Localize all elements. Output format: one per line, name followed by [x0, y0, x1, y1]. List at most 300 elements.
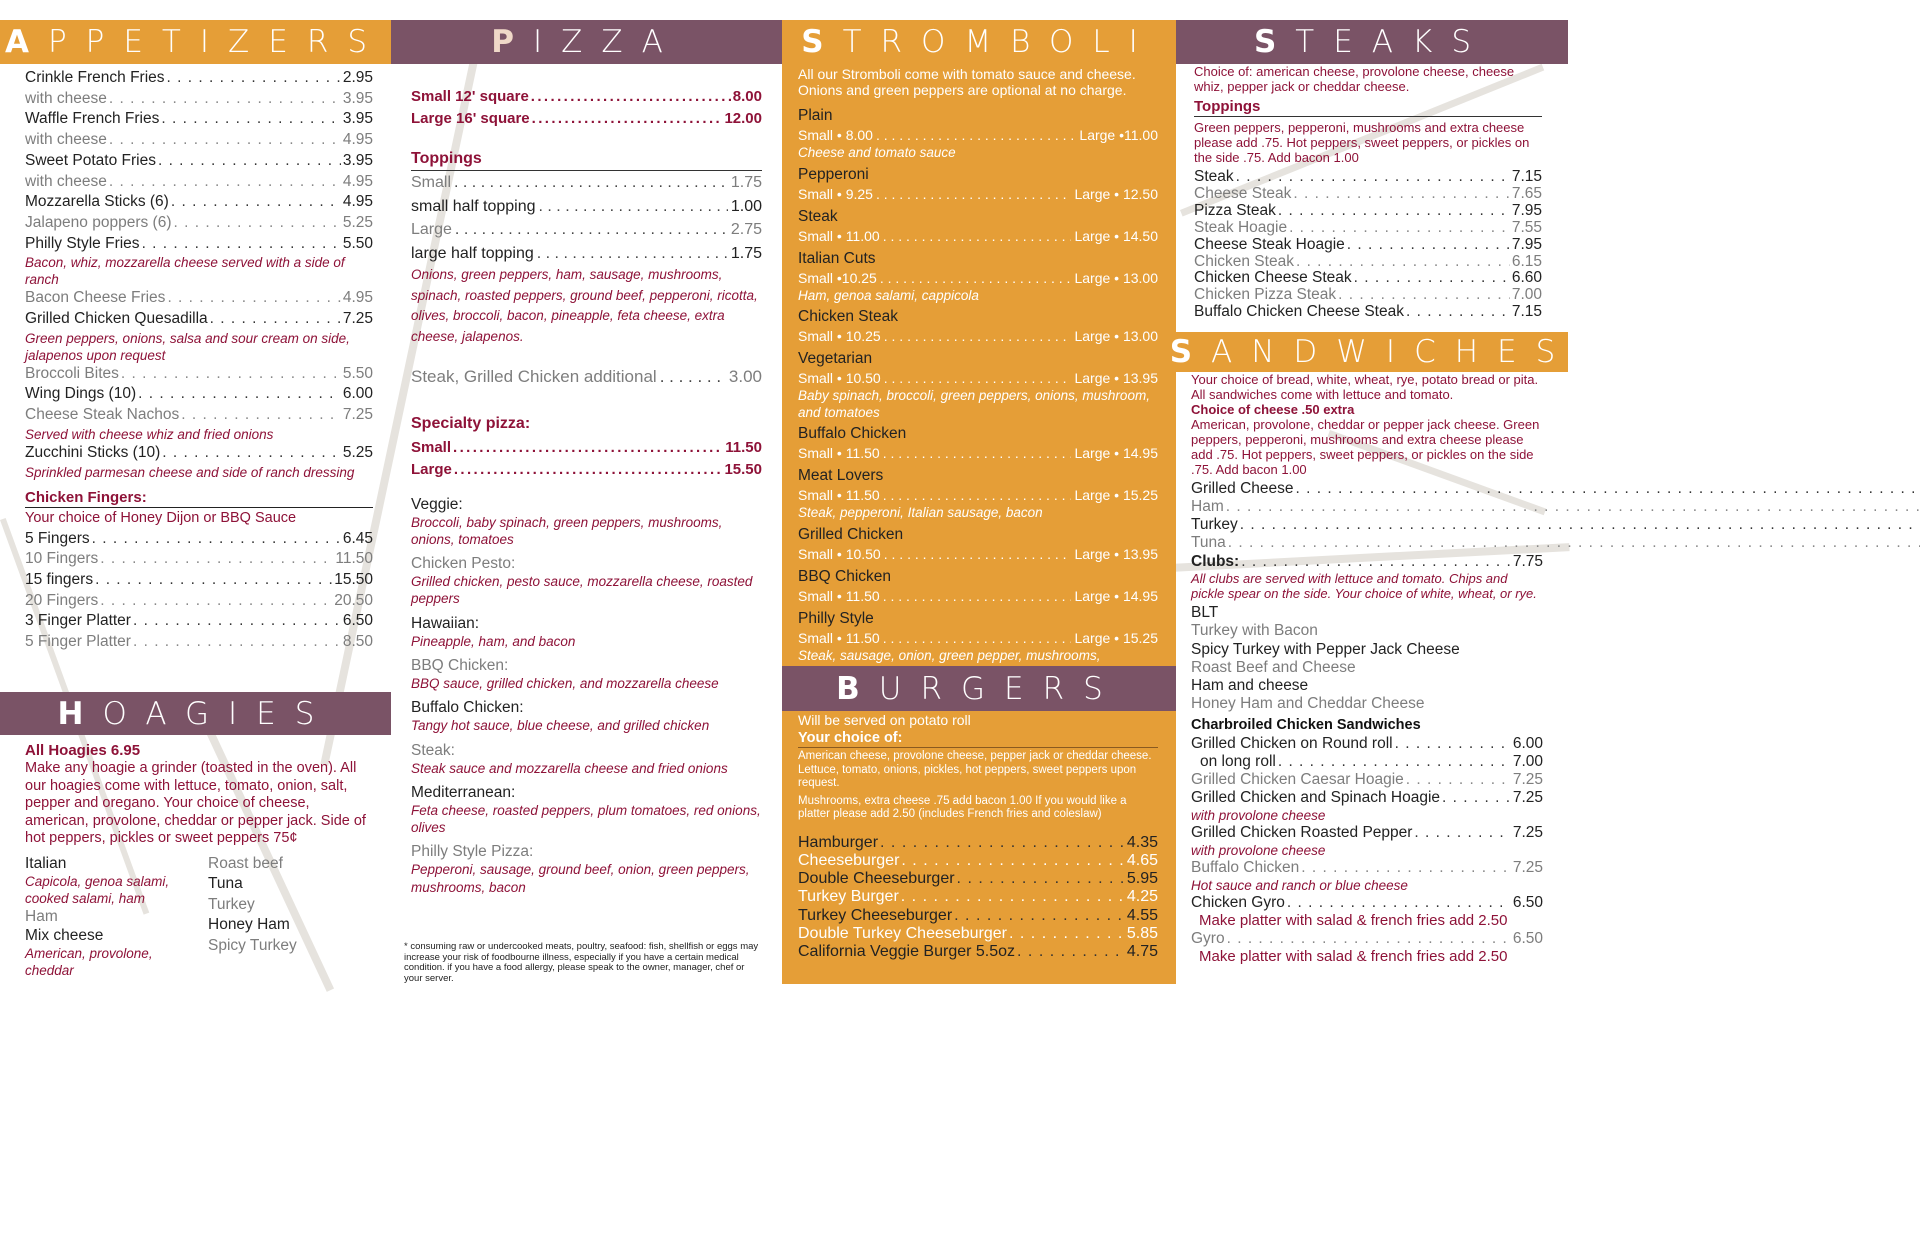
item-name: Waffle French Fries — [25, 110, 160, 128]
item-name: Mozzarella Sticks (6) — [25, 193, 169, 211]
leader-dots — [1293, 186, 1509, 203]
leader-dots — [181, 405, 341, 426]
steak-row — [1194, 203, 1542, 220]
stromboli-intro: All our Stromboli come with tomato sauce and cheese. Onions and green peppers are optional at no charge. — [798, 66, 1136, 98]
charbroiled-note: Hot sauce and ranch or blue cheese — [1191, 877, 1408, 893]
item-name: Grilled Chicken Caesar Hoagie — [1191, 770, 1404, 788]
sandwiches-cheese-title: Choice of cheese .50 extra — [1191, 402, 1355, 417]
steak-row — [1194, 270, 1542, 287]
leader-dots — [876, 126, 1076, 145]
item-price: 12.00 — [724, 110, 762, 127]
charbroiled-note: with provolone cheese — [1191, 807, 1326, 823]
pizza-header — [391, 20, 782, 64]
item-name: Tuna — [1191, 534, 1226, 551]
leader-dots — [174, 213, 341, 234]
item-price: 1.00 — [730, 197, 762, 215]
appetizer-row — [25, 109, 373, 130]
specialty-name: Veggie: — [411, 495, 463, 513]
charbroiled-note: with provolone cheese — [1191, 842, 1326, 858]
item-price: 5.50 — [342, 234, 373, 252]
leader-dots — [884, 545, 1072, 564]
burger-row — [798, 870, 1158, 888]
item-price: 7.15 — [1511, 168, 1542, 185]
leader-dots — [1278, 203, 1510, 220]
item-name: Cheese Steak Hoagie — [1194, 235, 1345, 253]
small-price: Small •10.25 — [798, 269, 877, 286]
item-name: Grilled Chicken Roasted Pepper — [1191, 823, 1413, 841]
leader-dots — [1347, 237, 1510, 254]
item-price: 7.95 — [1511, 201, 1542, 219]
burgers-lead: Will be served on potato roll — [798, 712, 971, 728]
sandwiches-header — [1169, 332, 1575, 372]
item-name: 10 Fingers — [25, 550, 99, 568]
specialty-name: Buffalo Chicken: — [411, 699, 524, 717]
stromboli-price-row — [798, 587, 1158, 606]
pizza-size-row — [411, 86, 762, 108]
stromboli-name: Buffalo Chicken — [798, 425, 907, 442]
item-name: Large — [411, 460, 452, 478]
leader-dots — [1287, 894, 1511, 912]
header-initial: S — [1253, 24, 1296, 60]
appetizer-row — [25, 172, 373, 193]
item-name: Buffalo Chicken — [1191, 858, 1300, 876]
item-price: 15.50 — [724, 460, 762, 478]
leader-dots — [1289, 220, 1510, 237]
hoagies-header — [0, 692, 391, 735]
small-price: Small • 11.50 — [798, 487, 880, 503]
stromboli-name: Philly Style — [798, 609, 874, 627]
item-name: Cheese Steak Nachos — [25, 406, 180, 424]
stromboli-name: Steak — [798, 207, 838, 225]
leader-dots — [95, 570, 332, 591]
item-name: Hamburger — [798, 833, 879, 851]
leader-dots — [1296, 480, 1920, 498]
stromboli-desc: Steak, pepperoni, Italian sausage, bacon — [798, 505, 1043, 520]
item-price: 7.25 — [1512, 770, 1543, 788]
item-price: 15.50 — [334, 570, 373, 588]
burger-row — [798, 925, 1158, 943]
item-name: 5 Fingers — [25, 529, 90, 547]
item-price: 4.25 — [1126, 888, 1158, 906]
hoagie-name: Spicy Turkey — [208, 936, 297, 954]
item-price: 7.15 — [1511, 303, 1542, 321]
item-price: 1.75 — [730, 174, 762, 191]
appetizer-row — [25, 443, 373, 464]
small-price: Small • 11.50 — [798, 629, 880, 646]
item-name: on long roll — [1200, 752, 1276, 770]
specialty-size-row — [411, 437, 762, 459]
appetizer-row — [25, 234, 373, 255]
charbroiled-row — [1191, 789, 1543, 807]
leader-dots — [883, 227, 1072, 246]
stromboli-name: Vegetarian — [798, 350, 873, 367]
charbroiled-row — [1191, 859, 1543, 877]
item-name: Chicken Pizza Steak — [1194, 286, 1337, 304]
hoagies-left-list — [25, 854, 208, 979]
stromboli-desc: Baby spinach, broccoli, green peppers, onions, mushroom, and tomatoes — [798, 388, 1150, 420]
item-price: 5.85 — [1126, 924, 1158, 942]
item-name: Pizza Steak — [1194, 201, 1276, 219]
item-name: 20 Fingers — [25, 591, 99, 609]
leader-dots — [1227, 930, 1511, 948]
pizza-topping-row — [411, 195, 762, 219]
column-appetizers-hoagies — [0, 0, 391, 1004]
leader-dots — [171, 192, 341, 213]
item-name: with cheese — [25, 172, 107, 190]
pizza-toppings-title: Toppings — [411, 150, 762, 171]
leader-dots — [162, 443, 341, 464]
stromboli-name: Pepperoni — [798, 165, 869, 183]
chicken-fingers-row — [25, 611, 373, 632]
item-price: 4.65 — [1126, 851, 1158, 869]
item-name: Turkey — [1191, 516, 1238, 533]
steaks-header — [1176, 20, 1568, 64]
item-price: 5.25 — [342, 213, 373, 231]
leader-dots — [167, 68, 341, 89]
specialty-name: Mediterranean: — [411, 783, 516, 801]
item-price: 7.25 — [1512, 823, 1543, 841]
leader-dots — [100, 591, 332, 612]
specialty-desc: BBQ sauce, grilled chicken, and mozzarella cheese — [411, 675, 719, 691]
item-name: Chicken Gyro — [1191, 893, 1285, 911]
leader-dots — [454, 171, 728, 195]
header-initial: P — [491, 24, 533, 60]
large-price: Large • 13.00 — [1074, 328, 1158, 344]
appetizer-row — [25, 405, 373, 426]
chicken-fingers-title: Chicken Fingers: — [25, 489, 373, 508]
large-price: Large • 13.00 — [1074, 269, 1158, 286]
item-price: 7.25 — [342, 310, 373, 328]
stromboli-name: Grilled Chicken — [798, 525, 904, 543]
leader-dots — [954, 907, 1125, 925]
header-initial: B — [836, 670, 879, 707]
steak-row — [1194, 254, 1542, 271]
item-name: Jalapeno poppers (6) — [25, 213, 172, 231]
column-steaks-sandwiches — [1169, 0, 1575, 1004]
burgers-extras: Mushrooms, extra cheese .75 add bacon 1.00 If you would like a platter please add 2.50 (includes French fries and coleslaw) — [798, 794, 1127, 820]
specialty-desc: Broccoli, baby spinach, green peppers, mushrooms, onions, tomatoes — [411, 514, 723, 547]
leader-dots — [884, 327, 1072, 346]
food-safety-footnote: * consuming raw or undercooked meats, poultry, seafood: fish, shellfish or eggs may increase your risk of foodbourne illness, especially if you have a certain medical condition. if you have a food allergy, please speak to the owner, manager, chef or your server. — [404, 941, 759, 984]
item-price: 6.50 — [1512, 893, 1543, 911]
leader-dots — [158, 151, 341, 172]
leader-dots — [133, 611, 341, 632]
item-name: Turkey Burger — [798, 888, 899, 906]
pizza-topping-row — [411, 242, 762, 266]
stromboli-price-row — [798, 444, 1158, 463]
stromboli-desc: Steak, sausage, onion, green pepper, mushrooms, — [798, 647, 1101, 663]
stromboli-desc: Cheese and tomato sauce — [798, 145, 956, 160]
burgers-choice-title: Your choice of: — [798, 729, 1158, 748]
steak-row — [1194, 186, 1542, 203]
item-price: 4.95 — [342, 131, 373, 149]
item-price: 6.50 — [1512, 929, 1543, 947]
item-name: Grilled Chicken Quesadilla — [25, 310, 208, 328]
leader-dots — [1240, 516, 1920, 534]
club-item: Ham and cheese — [1191, 677, 1309, 695]
item-price: 7.00 — [1512, 752, 1543, 770]
header-rest: OAGIES — [102, 695, 334, 732]
item-price: 6.15 — [1511, 252, 1542, 270]
item-name: Sweet Potato Fries — [25, 151, 156, 169]
chicken-fingers-row — [25, 529, 373, 550]
hoagie-name: Italian — [25, 854, 67, 872]
small-price: Small • 11.50 — [798, 587, 880, 604]
header-rest: IZZA — [532, 24, 682, 60]
item-name: Buffalo Chicken Cheese Steak — [1194, 303, 1404, 321]
small-price: Small • 9.25 — [798, 185, 873, 202]
hoagies-right-list — [208, 854, 375, 979]
item-name: small half topping — [411, 197, 536, 215]
appetizer-row — [25, 68, 373, 89]
burgers-header — [782, 666, 1176, 711]
item-name: Small — [411, 438, 452, 456]
steak-row — [1194, 287, 1542, 304]
leader-dots — [880, 269, 1072, 288]
item-name: Zucchini Sticks (10) — [25, 443, 161, 461]
club-item: Spicy Turkey with Pepper Jack Cheese — [1191, 640, 1460, 658]
sandwich-row — [1191, 498, 1920, 516]
leader-dots — [883, 444, 1072, 463]
item-name: Steak — [1194, 168, 1234, 185]
appetizer-row — [25, 288, 373, 309]
item-price: 3.95 — [342, 110, 373, 128]
pizza-size-row — [411, 108, 762, 130]
charbroiled-row — [1191, 735, 1543, 753]
item-name: 3 Finger Platter — [25, 612, 131, 630]
item-price: 2.95 — [342, 69, 373, 86]
item-price: 4.95 — [342, 172, 373, 190]
leader-dots — [1354, 270, 1510, 287]
stromboli-name: Meat Lovers — [798, 467, 884, 484]
item-price: 5.95 — [1126, 870, 1158, 888]
club-item: Honey Ham and Cheddar Cheese — [1191, 695, 1425, 713]
item-name: Grilled Chicken and Spinach Hoagie — [1191, 788, 1441, 806]
small-price: Small • 8.00 — [798, 127, 873, 143]
item-name: Chicken Cheese Steak — [1194, 269, 1352, 287]
steak-row — [1194, 169, 1542, 186]
sandwiches-left-list — [1191, 480, 1920, 552]
leader-dots — [1395, 735, 1511, 753]
stromboli-price-row — [798, 486, 1158, 505]
item-price: 7.25 — [1512, 858, 1543, 876]
item-name: Cheese Steak — [1194, 184, 1292, 202]
leader-dots — [901, 852, 1124, 870]
item-price: 6.60 — [1511, 269, 1542, 287]
leader-dots — [532, 108, 723, 130]
specialty-desc: Feta cheese, roasted peppers, plum tomatoes, red onions, olives — [411, 802, 761, 836]
item-name: Cheeseburger — [798, 851, 900, 869]
column-stromboli-burgers — [782, 0, 1176, 1004]
header-rest: TROMBOLI — [842, 24, 1157, 60]
small-price: Small • 10.25 — [798, 328, 881, 344]
appetizer-row — [25, 89, 373, 110]
header-initial: A — [4, 24, 48, 60]
leader-dots — [1338, 287, 1510, 304]
stromboli-name: Italian Cuts — [798, 249, 876, 267]
stromboli-price-row — [798, 185, 1158, 204]
leader-dots — [883, 486, 1072, 505]
item-price: 6.00 — [342, 385, 373, 403]
item-name: Large 16' square — [411, 110, 530, 127]
leader-dots — [1009, 925, 1125, 943]
leader-dots — [133, 632, 341, 653]
large-price: Large • 13.95 — [1074, 545, 1158, 562]
leader-dots — [957, 870, 1125, 888]
large-price: Large • 13.95 — [1074, 370, 1158, 386]
charbroiled-row — [1191, 753, 1543, 771]
club-item: Roast Beef and Cheese — [1191, 658, 1356, 676]
stromboli-list — [798, 106, 1158, 681]
specialty-list — [411, 495, 762, 897]
appetizer-row — [25, 364, 373, 385]
clubs-desc: All clubs are served with lettuce and tomato. Chips and pickle spear on the side. Your choice of white, wheat, or rye. — [1191, 570, 1537, 601]
header-initial: S — [1169, 334, 1212, 370]
item-name: 5 Finger Platter — [25, 633, 131, 651]
item-name: Crinkle French Fries — [25, 69, 165, 86]
small-price: Small • 11.50 — [798, 445, 880, 461]
item-name: Double Turkey Cheeseburger — [798, 924, 1008, 942]
leader-dots — [454, 459, 723, 481]
hoagies-description: Make any hoagie a grinder (toasted in the oven). All our hoagies come with lettuce, tomato, onion, salt, pepper and oregano. Your choice of cheese, american, provolone, cheddar or pepper jack. Side of hot peppers, pickles or sweet peppers 75¢ — [25, 760, 366, 846]
item-name: Large — [411, 221, 452, 238]
item-price: 8.00 — [732, 88, 762, 105]
leader-dots — [1278, 753, 1511, 771]
sandwiches-section — [1191, 372, 1543, 966]
item-price: 1.75 — [730, 244, 762, 262]
club-item: Turkey with Bacon — [1191, 622, 1318, 640]
header-initial: H — [57, 695, 103, 732]
chicken-fingers-sub: Your choice of Honey Dijon or BBQ Sauce — [25, 509, 297, 526]
leader-dots — [109, 89, 341, 110]
hoagie-name: Tuna — [208, 875, 243, 892]
leader-dots — [660, 365, 726, 389]
appetizer-note: Served with cheese whiz and fried onions — [25, 426, 274, 442]
specialty-name: Steak: — [411, 741, 455, 759]
leader-dots — [883, 629, 1072, 648]
burger-row — [798, 907, 1158, 925]
leader-dots — [92, 529, 341, 550]
leader-dots — [109, 130, 341, 151]
item-price: 7.65 — [1511, 184, 1542, 202]
large-price: Large •11.00 — [1079, 127, 1158, 143]
leader-dots — [100, 549, 333, 570]
large-price: Large • 14.95 — [1074, 445, 1158, 461]
specialty-desc: Pineapple, ham, and bacon — [411, 633, 576, 649]
steak-row — [1194, 237, 1542, 254]
specialty-name: BBQ Chicken: — [411, 656, 509, 674]
chicken-fingers-row — [25, 549, 373, 570]
leader-dots — [1236, 169, 1510, 186]
item-price: 7.75 — [1512, 553, 1543, 570]
item-name: Small 12' square — [411, 88, 529, 105]
item-name: Steak, Grilled Chicken additional — [411, 367, 657, 386]
large-price: Large • 15.25 — [1074, 629, 1158, 646]
large-price: Large • 15.25 — [1074, 487, 1158, 503]
burger-row — [798, 943, 1158, 961]
leader-dots — [876, 185, 1072, 204]
appetizer-note: Green peppers, onions, salsa and sour cream on side, jalapenos upon request — [25, 330, 350, 363]
leader-dots — [1017, 943, 1125, 961]
large-price: Large • 14.95 — [1074, 587, 1158, 604]
item-name: 15 fingers — [25, 570, 94, 588]
steak-row — [1194, 304, 1542, 321]
leader-dots — [142, 234, 341, 255]
burgers-choice-desc: American cheese, provolone cheese, pepper jack or cheddar cheese. Lettuce, tomato, onions, pickles, hot peppers, sweet peppers upon request. — [798, 750, 1152, 789]
pizza-section — [411, 86, 762, 896]
leader-dots — [883, 587, 1072, 606]
stromboli-price-row — [798, 327, 1158, 346]
leader-dots — [1406, 304, 1510, 321]
specialty-name: Philly Style Pizza: — [411, 843, 534, 861]
item-price: 3.00 — [728, 367, 762, 386]
burgers-list — [798, 834, 1158, 962]
item-price: 5.50 — [342, 364, 373, 382]
specialty-desc: Grilled chicken, pesto sauce, mozzarella cheese, roasted peppers — [411, 574, 753, 607]
steaks-section — [1194, 64, 1542, 321]
large-price: Large • 12.50 — [1074, 185, 1158, 202]
stromboli-price-row — [798, 545, 1158, 564]
charbroiled-row — [1191, 824, 1543, 842]
hoagie-name: Roast beef — [208, 854, 283, 872]
chicken-fingers-row — [25, 591, 373, 612]
leader-dots — [1414, 824, 1510, 842]
item-name: Philly Style Fries — [25, 234, 140, 252]
item-price: 4.35 — [1126, 833, 1158, 851]
hoagies-title: All Hoagies 6.95 — [25, 742, 141, 759]
specialty-desc: Steak sauce and mozzarella cheese and fried onions — [411, 760, 728, 776]
item-name: Broccoli Bites — [25, 364, 119, 382]
column-pizza — [391, 0, 782, 1004]
stromboli-section — [798, 66, 1158, 681]
leader-dots — [121, 364, 341, 385]
item-price: 8.50 — [342, 633, 373, 651]
item-name: Ham — [1191, 498, 1224, 515]
pizza-additional-row — [411, 365, 762, 389]
steaks-list — [1194, 169, 1542, 321]
leader-dots — [210, 309, 341, 330]
item-name: Grilled Chicken on Round roll — [1191, 734, 1393, 752]
appetizer-note: Sprinkled parmesan cheese and side of ranch dressing — [25, 464, 355, 480]
item-price: 4.75 — [1126, 943, 1158, 961]
pizza-topping-row — [411, 171, 762, 195]
item-price: 7.95 — [1511, 235, 1542, 253]
charbroiled-row — [1191, 930, 1543, 948]
hoagie-name: Ham — [25, 907, 58, 925]
header-rest: TEAKS — [1295, 24, 1491, 60]
leader-dots — [1228, 534, 1920, 552]
stromboli-name: Chicken Steak — [798, 308, 898, 325]
club-item: BLT — [1191, 603, 1219, 621]
leader-dots — [880, 834, 1125, 852]
leader-dots — [1241, 554, 1511, 571]
specialty-desc: Tangy hot sauce, blue cheese, and grilled chicken — [411, 718, 710, 734]
sandwich-row — [1191, 516, 1920, 534]
item-price: 11.50 — [725, 438, 762, 456]
item-price: 4.55 — [1126, 906, 1158, 924]
sandwiches-lead: Your choice of bread, white, wheat, rye, potato bread or pita. All sandwiches come with lettuce and tomato. — [1191, 372, 1539, 402]
stromboli-price-row — [798, 629, 1158, 648]
specialty-name: Hawaiian: — [411, 614, 480, 632]
leader-dots — [1301, 859, 1511, 877]
stromboli-name: Plain — [798, 107, 833, 124]
leader-dots — [455, 218, 728, 242]
item-price: 3.95 — [342, 89, 373, 107]
pizza-toppings-list: Onions, green peppers, ham, sausage, mushrooms, spinach, roasted peppers, ground beef, pepperoni, ricotta, olives, broccoli, bacon, pineapple, feta cheese, extra cheese, jalapenos. — [411, 267, 758, 344]
stromboli-price-row — [798, 369, 1158, 388]
appetizers-list — [25, 68, 373, 653]
sandwiches-cheese-desc: American, provolone, cheddar or pepper jack cheese. Green peppers, pepperoni, mushrooms and extra cheese please add .75. Hot peppers, sweet peppers, or pickles on the side .75. Add bacon 1.00 — [1191, 417, 1540, 477]
